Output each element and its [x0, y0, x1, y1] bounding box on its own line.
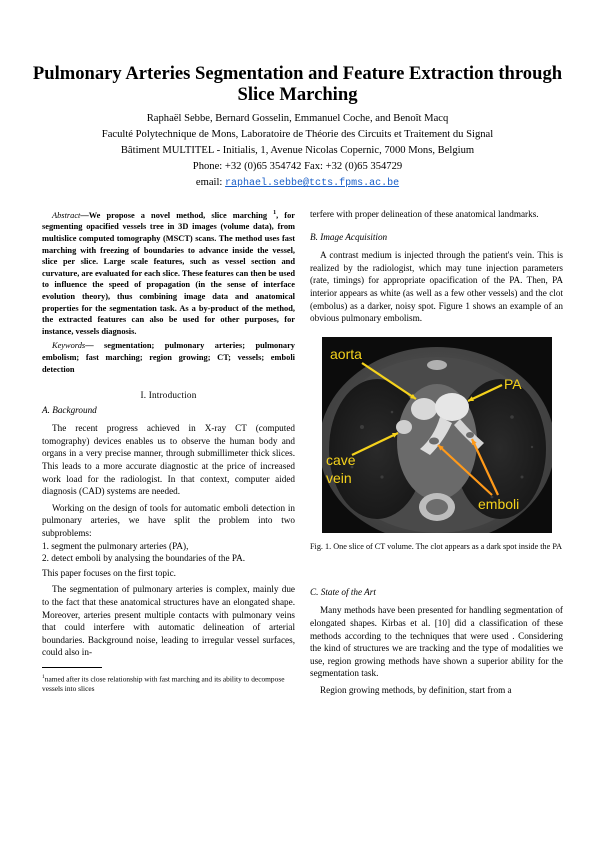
- footnote-divider: [42, 667, 102, 668]
- paragraph: terfere with proper delineation of these anatomical landmarks.: [310, 209, 539, 219]
- paragraph: The recent progress achieved in X-ray CT (computed tomography) devices enables us to observe the human body and organs in a very precise manner, through submillimeter thick slices. This leads to a more accurate diagnostic at the price of increased work load for the radiologist. In that context, computer aided diagnosis (CAD) systems are needed.: [42, 423, 295, 497]
- section-heading-introduction: I. Introduction: [140, 390, 197, 401]
- paragraph: Many methods have been presented for handling segmentation of elongated shapes. Kirbas et al. [10] did a classification of these methods according to the techniques that were used . Considering the kind of structures we are tracking and the type of modalities we use, region growing methods have shown a superior ability for the segmentation task.: [310, 605, 563, 679]
- numbered-list: [42, 540, 295, 565]
- sternum: [427, 360, 447, 370]
- subsection-heading-background: A. Background: [42, 404, 97, 415]
- author-names: Raphaël Sebbe, Bernard Gosselin, Emmanuel Coche, and Benoît Macq: [146, 113, 449, 124]
- cave-vein-vessel: [396, 420, 412, 434]
- author-block: [20, 111, 575, 192]
- left-column: [42, 208, 295, 694]
- keywords: [42, 340, 295, 375]
- figure-caption: Fig. 1. One slice of CT volume. The clot appears as a dark spot inside the PA: [310, 541, 563, 551]
- subsection-heading-state-of-the-art: C. State of the Art: [310, 586, 376, 597]
- label-pa: PA: [503, 375, 522, 392]
- affiliation: Faculté Polytechnique de Mons, Laboratoire de Théorie des Circuits et Traitement du Signal: [101, 129, 494, 140]
- email-line: [20, 175, 575, 192]
- paragraph: Working on the design of tools for automatic emboli detection in pulmonary arteries, we have split the problem into two subproblems:: [42, 502, 295, 539]
- paper-title: Pulmonary Arteries Segmentation and Feature Extraction through Slice Marching: [32, 63, 563, 105]
- footnote: [42, 672, 295, 694]
- address: Bâtiment MULTITEL - Initialis, 1, Avenue Nicolas Copernic, 7000 Mons, Belgium: [120, 145, 475, 156]
- embolus-spot: [429, 437, 439, 444]
- abstract-text-b: , for segmenting opacified vessels tree in 3D images (volume data), from multislice computed tomography (MSCT) scans. The method uses fast marching with freezing of boundaries to advance inside the vessel, slice per slice. Large scale features, such as vessel section and curvature, are evaluated for each slice. These features can then be used to influence the speed of propagation (in the sense of interface evolution theory), thus combining image data and anatomical properties for the segmentation task. As a by-product of the method, the extracted features can also be used for other purposes, for instance, vessels diagnosis.: [42, 210, 296, 336]
- right-column: [310, 208, 563, 697]
- label-aorta: aorta: [329, 345, 362, 362]
- abstract-lead: Abstract: [52, 210, 81, 220]
- paragraph: This paper focuses on the first topic.: [42, 567, 176, 578]
- spinal-canal: [426, 499, 448, 515]
- keywords-lead: Keywords: [52, 341, 86, 351]
- paragraph: A contrast medium is injected through the patient's vein. This is realized by the radiologist, which may tune injection parameters (rate, timings) for appropriate opacification of the PA. Then, PA interior appears as white (as well as a few other vessels) and the clot (embolus) as a darker, noisy spot. Figure 1 shows an example of an obvious pulmonary embolism.: [310, 250, 563, 324]
- footnote-mark: 1: [273, 210, 277, 216]
- ct-slice-figure: [322, 337, 552, 533]
- label-cave: cave: [325, 451, 356, 468]
- keywords-text: — segmentation; pulmonary arteries; pulmonary embolism; fast marching; region growing; CT; vessels; emboli detection: [42, 341, 295, 374]
- footnote-number: 1: [42, 673, 45, 680]
- list-item: 2. detect emboli by analysing the boundaries of the PA.: [42, 553, 246, 564]
- aorta-vessel: [411, 398, 437, 420]
- paragraph: The segmentation of pulmonary arteries is complex, mainly due to the fact that these anatomical structures have an elongated shape. Moreover, arteries present multiple contacts with pulmonary veins that could interfere with automatic delineation of arterial boundaries. Background noise, leading to irregular vessel surfaces, could also in-: [42, 584, 295, 658]
- footnote-text: named after its close relationship with fast marching and its ability to decompose vessels into slices: [42, 674, 285, 694]
- abstract-text-a: —We propose a novel method, slice marching: [80, 210, 268, 220]
- email-link[interactable]: raphael.sebbe@tcts.fpms.ac.be: [225, 178, 400, 189]
- pulmonary-artery-vessel: [435, 393, 469, 421]
- embolus-spot: [466, 432, 474, 438]
- subsection-heading-image-acquisition: B. Image Acquisition: [310, 231, 388, 242]
- list-item: 1. segment the pulmonary arteries (PA),: [42, 540, 189, 551]
- paragraph: Region growing methods, by definition, start from a: [320, 684, 512, 695]
- label-vein: vein: [325, 469, 352, 486]
- ct-slice-image: [322, 337, 552, 533]
- label-emboli: emboli: [477, 495, 519, 512]
- abstract: [42, 208, 295, 337]
- email-label: email:: [195, 177, 223, 188]
- phone-fax: Phone: +32 (0)65 354742 Fax: +32 (0)65 354729: [192, 161, 403, 172]
